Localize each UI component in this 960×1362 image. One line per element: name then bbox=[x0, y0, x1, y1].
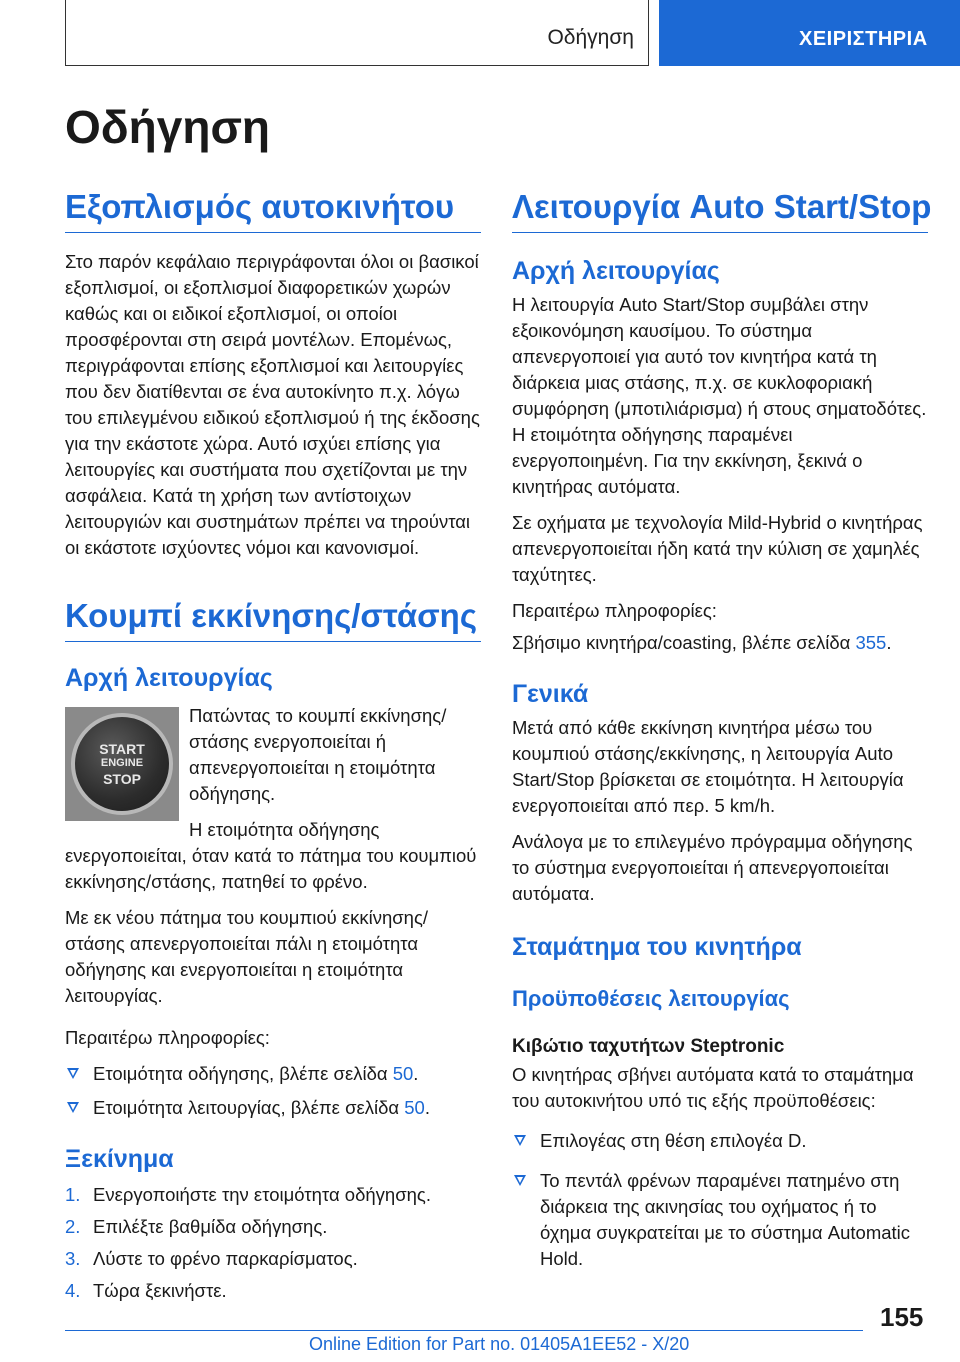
link-line-end: . bbox=[886, 632, 892, 653]
image-label-start: START bbox=[99, 741, 145, 757]
button-more-info-list bbox=[65, 1061, 481, 1121]
heading-driving-off: Ξεκίνημα bbox=[65, 1145, 174, 1173]
list-item bbox=[65, 1061, 481, 1087]
subheading-preconditions: Προϋποθέσεις λειτουργίας bbox=[512, 986, 790, 1011]
heading-general: Γενικά bbox=[512, 680, 589, 708]
button-paragraph-2: Η ετοιμότητα οδήγησης ενεργοποιείται, όταν κατά το πάτημα του κουμπιού εκκίνησης/στάσης, πατηθεί το φρένο. bbox=[65, 819, 477, 892]
footer-edition: Online Edition for Part no. 01405A1EE52 - X/20 bbox=[309, 1334, 690, 1354]
header-bar bbox=[65, 0, 649, 66]
list-item-text: Ετοιμότητα οδήγησης, βλέπε σελίδα bbox=[93, 1063, 393, 1084]
triangle-bullet-icon bbox=[67, 1102, 79, 1113]
footer-divider bbox=[65, 1330, 863, 1331]
step-item bbox=[65, 1214, 481, 1240]
general-paragraph-2: Ανάλογα με το επιλεγμένο πρόγραμμα οδήγησης το σύστημα ενεργοποιείται ή απενεργοποιείται αυτόματα. bbox=[512, 831, 913, 904]
engine-stop-conditions bbox=[512, 1128, 928, 1272]
step-item bbox=[65, 1246, 481, 1272]
list-item bbox=[512, 1128, 928, 1154]
list-item bbox=[65, 1095, 481, 1121]
list-item bbox=[512, 1168, 928, 1272]
step-item bbox=[65, 1182, 481, 1208]
step-number: 1. bbox=[65, 1184, 81, 1205]
button-more-info: Περαιτέρω πληροφορίες: bbox=[65, 1027, 270, 1048]
heading-engine-stop: Σταμάτημα του κινητήρα bbox=[512, 933, 802, 961]
equipment-paragraph: Στο παρόν κεφάλαιο περιγράφονται όλοι οι βασικοί εξοπλισμοί, οι εξοπλισμοί διαφορετικών χωρών καθώς και οι ειδικοί εξοπλισμοί, οι οποίοι προσφέρονται στη σειρά μοντέλων. Επομένως, περιγράφονται επίσης εξοπλισμοί και λειτουργίες που δεν διατίθενται σε ένα αυτοκίνητο π.χ. λόγω του επιλεγμένου ειδικού εξοπλισμού ή της έκδοσης για την εκάστοτε χώρα. Αυτό ισχύει επίσης για λειτουργίες και συστήματα που σχετίζονται με την ασφάλεια. Κατά τη χρήση των αντίστοιχων λειτουργιών και συστημάτων πρέπει να τηρούνται οι εκάστοτε ισχύοντες νόμοι και κανονισμοί. bbox=[65, 251, 480, 558]
left-column bbox=[65, 188, 481, 1310]
auto-principle-paragraph-2: Σε οχήματα με τεχνολογία Mild-Hybrid ο κινητήρας απενεργοποιείται ήδη κατά την κύλιση σε χαμηλές ταχύτητες. bbox=[512, 512, 923, 585]
right-column bbox=[512, 188, 932, 1282]
step-text: Λύστε το φρένο παρκαρίσματος. bbox=[93, 1248, 358, 1269]
auto-principle-more-info: Περαιτέρω πληροφορίες: bbox=[512, 600, 717, 621]
button-paragraph-1: Πατώντας το κουμπί εκκίνησης/στάσης ενεργοποιείται ή απενεργοποιείται η ετοιμότητα οδήγησης. bbox=[189, 705, 447, 804]
header-section-title: Οδήγηση bbox=[547, 26, 634, 49]
page-title: Οδήγηση bbox=[65, 101, 271, 153]
button-ring bbox=[71, 713, 173, 815]
auto-principle-paragraph-1: Η λειτουργία Auto Start/Stop συμβάλει στην εξοικονόμηση καυσίμου. Το σύστημα απενεργοποιεί για αυτό τον κινητήρα κατά τη διάρκεια μιας στάσης, π.χ. σε κυκλοφοριακή συμφόρηση (μποτιλιάρισμα) ή στους σηματοδότες. Η ετοιμότητα οδήγησης παραμένει ενεργοποιημένη. Για την εκκίνηση, ξεκινά ο κινητήρας αυτόματα. bbox=[512, 294, 927, 497]
list-item-end: . bbox=[413, 1063, 419, 1084]
general-paragraph-1: Μετά από κάθε εκκίνηση κινητήρα μέσω του κουμπιού στάσης/εκκίνησης, η λειτουργία Auto Start/Stop βρίσκεται σε ετοιμότητα. Η λειτουργία ενεργοποιείται από περ. 5 km/h. bbox=[512, 717, 904, 816]
heading-start-stop-button: Κουμπί εκκίνησης/στάσης bbox=[65, 597, 481, 642]
gearbox-heading: Κιβώτιο ταχυτήτων Steptronic bbox=[512, 1036, 785, 1057]
list-item-end: . bbox=[424, 1097, 430, 1118]
list-item-text: Το πεντάλ φρένων παραμένει πατημένο στη διάρκεια της ακινησίας του οχήματος ή το όχημα συγκρατείται με το σύστημα Automatic Hold. bbox=[540, 1170, 911, 1269]
triangle-bullet-icon bbox=[514, 1135, 526, 1146]
step-number: 3. bbox=[65, 1248, 81, 1269]
heading-equipment: Εξοπλισμός αυτοκινήτου bbox=[65, 188, 481, 233]
subheading-button-principle: Αρχή λειτουργίας bbox=[65, 664, 273, 692]
image-label-stop: STOP bbox=[103, 771, 141, 787]
heading-auto-start-stop: Λειτουργία Auto Start/Stop bbox=[512, 188, 928, 233]
step-number: 4. bbox=[65, 1280, 81, 1301]
page-link[interactable]: 50 bbox=[404, 1097, 425, 1118]
header-chapter-tab[interactable] bbox=[659, 0, 960, 66]
list-item-text: Ετοιμότητα λειτουργίας, βλέπε σελίδα bbox=[93, 1097, 405, 1118]
triangle-bullet-icon bbox=[67, 1068, 79, 1079]
step-text: Επιλέξτε βαθμίδα οδήγησης. bbox=[93, 1216, 328, 1237]
header-chapter-label: ΧΕΙΡΙΣΤΗΡΙΑ bbox=[799, 28, 928, 50]
subheading-auto-principle: Αρχή λειτουργίας bbox=[512, 257, 720, 285]
image-label-engine: ENGINE bbox=[100, 757, 144, 769]
driving-off-steps bbox=[65, 1182, 481, 1304]
step-text: Ενεργοποιήστε την ετοιμότητα οδήγησης. bbox=[93, 1184, 431, 1205]
page-link[interactable]: 355 bbox=[855, 632, 887, 653]
step-item bbox=[65, 1278, 481, 1304]
engine-stop-paragraph: Ο κινητήρας σβήνει αυτόματα κατά το σταμάτημα του αυτοκινήτου υπό τις εξής προϋποθέσεις: bbox=[512, 1064, 914, 1111]
auto-principle-link-line bbox=[512, 630, 928, 656]
triangle-bullet-icon bbox=[514, 1175, 526, 1186]
list-item-text: Επιλογέας στη θέση επιλογέα D. bbox=[540, 1130, 807, 1151]
step-number: 2. bbox=[65, 1216, 81, 1237]
link-line-text: Σβήσιμο κινητήρα/coasting, βλέπε σελίδα bbox=[512, 632, 856, 653]
button-paragraph-3: Με εκ νέου πάτημα του κουμπιού εκκίνησης/στάσης απενεργοποιείται πάλι η ετοιμότητα οδήγησης και ενεργοποιείται η ετοιμότητα λειτουργίας. bbox=[65, 907, 429, 1006]
page-link[interactable]: 50 bbox=[392, 1063, 414, 1084]
page-number: 155 bbox=[880, 1302, 924, 1332]
step-text: Τώρα ξεκινήστε. bbox=[93, 1280, 227, 1301]
start-engine-stop-button-image bbox=[65, 707, 179, 821]
